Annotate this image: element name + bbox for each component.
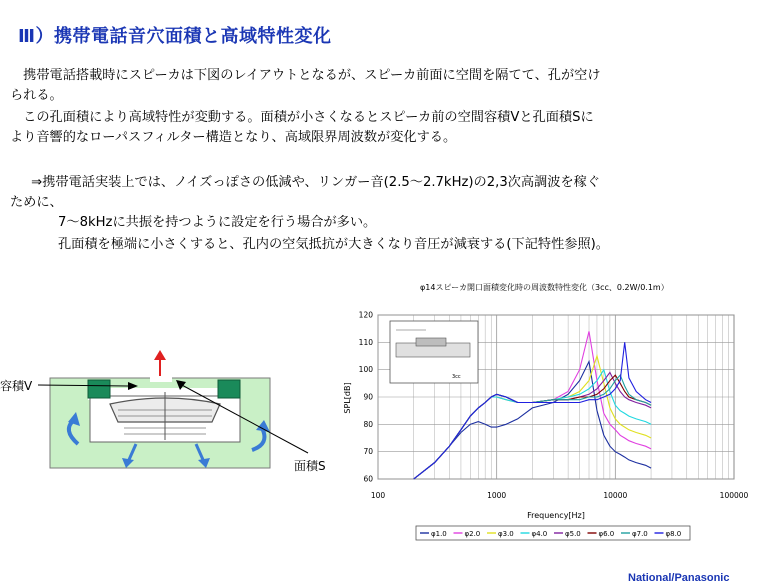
y-tick-label: 70 xyxy=(363,447,373,457)
inset-label: 3cc xyxy=(452,374,461,380)
x-tick-label: 10000 xyxy=(603,491,628,500)
legend-label: φ3.0 xyxy=(498,530,514,538)
chart-title: φ14スピーカ開口面積変化時の周波数特性変化（3cc、0.2W/0.1m） xyxy=(420,283,669,292)
x-tick-label: 1000 xyxy=(487,491,507,500)
y-tick-label: 120 xyxy=(358,310,373,320)
legend-label: φ5.0 xyxy=(565,530,581,538)
legend-label: φ8.0 xyxy=(665,530,682,538)
x-tick-label: 100000 xyxy=(719,491,749,500)
legend-label: φ2.0 xyxy=(464,530,481,538)
magnet-right xyxy=(218,380,240,398)
y-tick-label: 90 xyxy=(363,392,373,402)
speaker-layout-diagram xyxy=(0,340,330,490)
legend-label: φ1.0 xyxy=(431,530,447,538)
paragraph-line: この孔面積により高域特性が変動する。面積が小さくなるとスピーカ前の空間容積Vと孔面積Sに xyxy=(10,110,594,125)
legend-label: φ6.0 xyxy=(598,530,615,538)
paragraph-line: ために、 xyxy=(10,195,63,210)
y-tick-label: 80 xyxy=(363,419,373,429)
paragraph-line: より音響的なローパスフィルター構造となり、高域限界周波数が変化する。 xyxy=(10,130,457,145)
y-tick-label: 110 xyxy=(358,337,373,347)
paragraph-line: 孔面積を極端に小さくすると、孔内の空気抵抗が大きくなり音圧が減衰する(下記特性参照)。 xyxy=(58,237,609,252)
paragraph-line: られる。 xyxy=(10,88,63,103)
x-tick-label: 100 xyxy=(370,491,386,500)
magnet-left xyxy=(88,380,110,398)
area-label: 面積S xyxy=(294,459,326,473)
volume-label: 容積V xyxy=(0,379,33,393)
paragraph-line: ⇒携帯電話実装上では、ノイズっぽさの低減や、リンガー音(2.5〜2.7kHz)の2,3次高調波を稼ぐ xyxy=(18,175,601,190)
y-tick-label: 100 xyxy=(358,365,373,375)
slide-title: Ⅲ）携帯電話音穴面積と高域特性変化 xyxy=(18,26,332,47)
frequency-response-chart xyxy=(340,298,770,548)
y-axis-label: SPL[dB] xyxy=(343,382,352,414)
legend-label: φ7.0 xyxy=(632,530,648,538)
y-tick-label: 60 xyxy=(363,474,373,484)
paragraph-line: 7〜8kHzに共振を持つように設定を行う場合が多い。 xyxy=(58,215,377,230)
brand-logo: National/Panasonic xyxy=(628,572,730,584)
legend-label: φ4.0 xyxy=(531,530,548,538)
paragraph-line: 携帯電話搭載時にスピーカは下図のレイアウトとなるが、スピーカ前面に空間を隔てて、孔が空け xyxy=(10,68,601,83)
x-axis-label: Frequency[Hz] xyxy=(527,511,585,520)
